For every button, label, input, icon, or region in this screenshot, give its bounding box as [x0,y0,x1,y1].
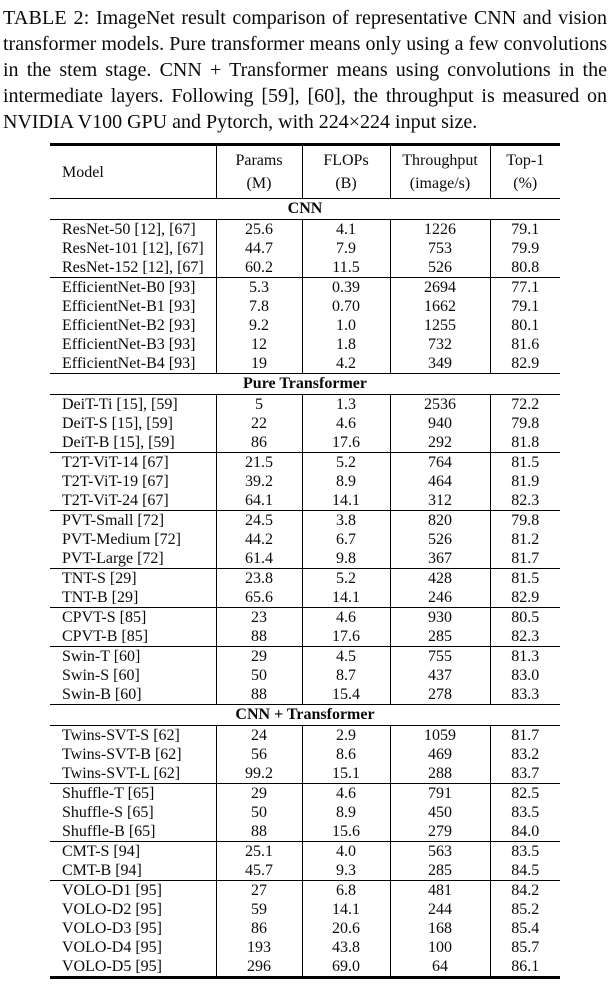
model-cell: CPVT-S [85] [50,608,216,628]
table-row [50,453,560,473]
table-row [50,685,560,705]
table-row [50,588,560,608]
flops-cell: 1.0 [302,316,390,335]
flops-cell: 17.6 [302,433,390,453]
model-cell: CPVT-B [85] [62,628,149,645]
top1-cell: 82.3 [490,627,560,647]
top1-cell: 84.5 [490,861,560,881]
table-row [50,842,560,862]
top1-cell: 85.7 [490,938,560,957]
model-cell: ResNet-101 [12], [67] [62,240,204,257]
table-row [50,316,560,335]
model-cell: T2T-ViT-14 [67] [50,453,216,473]
flops-cell: 6.7 [302,530,390,549]
params-cell: 193 [216,938,302,957]
top1-cell: 82.9 [490,354,560,374]
flops-cell: 5.2 [302,453,390,473]
throughput-cell: 278 [390,685,490,705]
table-row [50,395,560,415]
params-cell: 25.1 [216,842,302,862]
params-cell: 21.5 [216,453,302,473]
model-cell: ResNet-50 [12], [67] [50,220,216,240]
table-row [50,822,560,842]
model-cell: DeiT-Ti [15], [59] [50,395,216,415]
table-row [50,726,560,746]
table-row [50,239,560,258]
params-cell: 65.6 [216,588,302,608]
flops-cell: 6.8 [302,881,390,901]
table-row [50,861,560,881]
flops-cell: 17.6 [302,627,390,647]
flops-cell: 43.8 [302,938,390,957]
params-cell: 29 [216,784,302,804]
model-cell: PVT-Medium [72] [62,531,181,548]
top1-cell: 79.1 [490,297,560,316]
flops-cell: 14.1 [302,491,390,511]
params-cell: 44.2 [216,530,302,549]
section-header-row [50,374,560,395]
throughput-cell: 292 [390,433,490,453]
top1-cell: 83.3 [490,685,560,705]
params-cell: 5 [216,395,302,415]
section-title: CNN + Transformer [235,706,375,723]
model-cell: PVT-Small [72] [50,511,216,531]
top1-cell: 82.5 [490,784,560,804]
params-cell: 64.1 [216,491,302,511]
top1-cell: 79.8 [490,414,560,433]
throughput-cell: 2694 [390,278,490,298]
top1-cell: 84.0 [490,822,560,842]
model-cell: Shuffle-S [65] [62,804,154,821]
flops-cell: 5.2 [302,569,390,589]
params-cell: 25.6 [216,220,302,240]
model-cell: Twins-SVT-L [62] [62,765,181,782]
params-cell: 59 [216,900,302,919]
params-cell: 7.8 [216,297,302,316]
params-cell: 24.5 [216,511,302,531]
throughput-cell: 285 [390,861,490,881]
flops-cell: 11.5 [302,258,390,278]
col-header-flops [302,145,390,199]
flops-cell: 4.1 [302,220,390,240]
model-cell: EfficientNet-B2 [93] [62,317,196,334]
model-cell: VOLO-D5 [95] [62,958,162,975]
throughput-cell: 1255 [390,316,490,335]
top1-cell: 81.3 [490,647,560,667]
top1-cell: 86.1 [490,957,560,978]
col-header-params [216,145,302,199]
params-cell: 56 [216,745,302,764]
top1-cell: 81.8 [490,433,560,453]
table-row [50,957,560,978]
results-table [50,143,560,979]
table-row [50,666,560,685]
model-cell: EfficientNet-B0 [93] [50,278,216,298]
top1-cell: 85.4 [490,919,560,938]
throughput-cell: 437 [390,666,490,685]
throughput-cell: 244 [390,900,490,919]
model-cell: VOLO-D1 [95] [50,881,216,901]
params-cell: 61.4 [216,549,302,569]
col-header-params-line1: Params [235,152,283,169]
top1-cell: 82.3 [490,491,560,511]
throughput-cell: 930 [390,608,490,628]
params-cell: 12 [216,335,302,354]
model-cell: Twins-SVT-B [62] [62,746,182,763]
top1-cell: 81.5 [490,453,560,473]
model-cell: Shuffle-B [65] [62,823,156,840]
model-cell: CMT-S [94] [50,842,216,862]
top1-cell: 83.2 [490,745,560,764]
throughput-cell: 820 [390,511,490,531]
throughput-cell: 755 [390,647,490,667]
table-row [50,472,560,491]
col-header-flops-line1: FLOPs [323,152,369,169]
col-header-top1-line1: Top-1 [506,152,545,169]
flops-cell: 15.6 [302,822,390,842]
throughput-cell: 450 [390,803,490,822]
table-row [50,297,560,316]
throughput-cell: 246 [390,588,490,608]
model-cell: Twins-SVT-S [62] [50,726,216,746]
params-cell: 86 [216,919,302,938]
table-row [50,919,560,938]
col-header-flops-line2: (B) [335,175,357,192]
model-cell: EfficientNet-B4 [93] [62,355,196,372]
throughput-cell: 2536 [390,395,490,415]
flops-cell: 15.4 [302,685,390,705]
top1-cell: 80.8 [490,258,560,278]
flops-cell: 1.8 [302,335,390,354]
throughput-cell: 526 [390,530,490,549]
table-caption-text: ImageNet result comparison of representative CNN and vision transformer models. Pure transformer means only using a few convolutions in the stem stage. CNN + Transformer means using convolutions in the intermediate layers. Following [59], [60], the throughput is measured on NVIDIA V100 GPU and Pytorch, with 224×224 input size. [3,7,607,133]
table-caption [0,0,610,135]
params-cell: 19 [216,354,302,374]
throughput-cell: 349 [390,354,490,374]
throughput-cell: 526 [390,258,490,278]
model-cell: T2T-ViT-24 [67] [62,492,169,509]
model-cell: DeiT-B [15], [59] [62,434,175,451]
top1-cell: 77.1 [490,278,560,298]
params-cell: 29 [216,647,302,667]
flops-cell: 0.70 [302,297,390,316]
flops-cell: 14.1 [302,900,390,919]
table-row [50,803,560,822]
top1-cell: 83.5 [490,842,560,862]
throughput-cell: 481 [390,881,490,901]
params-cell: 45.7 [216,861,302,881]
model-cell: PVT-Large [72] [62,550,164,567]
flops-cell: 9.8 [302,549,390,569]
throughput-cell: 563 [390,842,490,862]
params-cell: 99.2 [216,764,302,784]
throughput-cell: 469 [390,745,490,764]
top1-cell: 81.9 [490,472,560,491]
throughput-cell: 367 [390,549,490,569]
throughput-cell: 764 [390,453,490,473]
top1-cell: 79.8 [490,511,560,531]
params-cell: 44.7 [216,239,302,258]
flops-cell: 8.9 [302,803,390,822]
section-title: CNN [287,200,323,217]
throughput-cell: 1059 [390,726,490,746]
model-cell: Shuffle-T [65] [50,784,216,804]
col-header-model-label: Model [62,163,104,181]
model-cell: ResNet-152 [12], [67] [62,259,204,276]
flops-cell: 4.2 [302,354,390,374]
flops-cell: 1.3 [302,395,390,415]
col-header-throughput-line2: (image/s) [409,175,471,192]
flops-cell: 4.6 [302,414,390,433]
flops-cell: 69.0 [302,957,390,978]
table-row [50,764,560,784]
top1-cell: 81.7 [490,549,560,569]
top1-cell: 83.5 [490,803,560,822]
table-row [50,938,560,957]
throughput-cell: 100 [390,938,490,957]
top1-cell: 79.1 [490,220,560,240]
params-cell: 296 [216,957,302,978]
model-cell: EfficientNet-B1 [93] [62,298,196,315]
section-title: Pure Transformer [243,375,367,392]
table-caption-label: TABLE 2: [3,7,90,29]
table-row [50,900,560,919]
table-row [50,608,560,628]
throughput-cell: 753 [390,239,490,258]
model-cell: TNT-B [29] [62,589,139,606]
col-header-throughput [390,145,490,199]
flops-cell: 4.5 [302,647,390,667]
col-header-top1 [490,145,560,199]
model-cell: Swin-B [60] [62,686,142,703]
table-row [50,549,560,569]
flops-cell: 8.9 [302,472,390,491]
model-cell: CMT-B [94] [62,862,142,879]
flops-cell: 15.1 [302,764,390,784]
top1-cell: 82.9 [490,588,560,608]
table-row [50,511,560,531]
params-cell: 22 [216,414,302,433]
throughput-cell: 791 [390,784,490,804]
model-cell: Swin-T [60] [50,647,216,667]
params-cell: 88 [216,627,302,647]
throughput-cell: 288 [390,764,490,784]
flops-cell: 2.9 [302,726,390,746]
header-row [50,145,560,199]
table-row [50,433,560,453]
top1-cell: 81.2 [490,530,560,549]
table-row [50,745,560,764]
model-cell: VOLO-D4 [95] [62,939,162,956]
table-row [50,335,560,354]
top1-cell: 84.2 [490,881,560,901]
flops-cell: 4.6 [302,784,390,804]
throughput-cell: 1662 [390,297,490,316]
top1-cell: 79.9 [490,239,560,258]
table-row [50,627,560,647]
col-header-model [50,145,216,199]
model-cell: EfficientNet-B3 [93] [62,336,196,353]
model-cell: DeiT-S [15], [59] [62,415,173,432]
flops-cell: 7.9 [302,239,390,258]
top1-cell: 83.7 [490,764,560,784]
top1-cell: 81.7 [490,726,560,746]
table-row [50,414,560,433]
throughput-cell: 312 [390,491,490,511]
params-cell: 50 [216,666,302,685]
section-header-row [50,705,560,726]
top1-cell: 80.1 [490,316,560,335]
model-cell: VOLO-D2 [95] [62,901,162,918]
throughput-cell: 464 [390,472,490,491]
params-cell: 88 [216,685,302,705]
params-cell: 9.2 [216,316,302,335]
model-cell: Swin-S [60] [62,667,140,684]
params-cell: 39.2 [216,472,302,491]
params-cell: 86 [216,433,302,453]
top1-cell: 72.2 [490,395,560,415]
flops-cell: 4.6 [302,608,390,628]
col-header-top1-line2: (%) [513,175,538,192]
flops-cell: 4.0 [302,842,390,862]
section-header-row [50,199,560,220]
table-row [50,354,560,374]
top1-cell: 81.6 [490,335,560,354]
params-cell: 5.3 [216,278,302,298]
params-cell: 23.8 [216,569,302,589]
table-row [50,258,560,278]
throughput-cell: 428 [390,569,490,589]
throughput-cell: 279 [390,822,490,842]
model-cell: T2T-ViT-19 [67] [62,473,169,490]
col-header-throughput-line1: Throughput [402,152,478,169]
top1-cell: 80.5 [490,608,560,628]
table-row [50,881,560,901]
flops-cell: 20.6 [302,919,390,938]
params-cell: 27 [216,881,302,901]
flops-cell: 14.1 [302,588,390,608]
params-cell: 60.2 [216,258,302,278]
table-row [50,784,560,804]
table-row [50,491,560,511]
flops-cell: 9.3 [302,861,390,881]
params-cell: 23 [216,608,302,628]
flops-cell: 3.8 [302,511,390,531]
throughput-cell: 168 [390,919,490,938]
flops-cell: 8.6 [302,745,390,764]
top1-cell: 81.5 [490,569,560,589]
throughput-cell: 732 [390,335,490,354]
params-cell: 24 [216,726,302,746]
throughput-cell: 64 [390,957,490,978]
table-row [50,220,560,240]
top1-cell: 83.0 [490,666,560,685]
table-row [50,530,560,549]
model-cell: VOLO-D3 [95] [62,920,162,937]
table-row [50,278,560,298]
table-row [50,647,560,667]
col-header-params-line2: (M) [246,175,272,192]
params-cell: 50 [216,803,302,822]
params-cell: 88 [216,822,302,842]
throughput-cell: 940 [390,414,490,433]
flops-cell: 0.39 [302,278,390,298]
top1-cell: 85.2 [490,900,560,919]
throughput-cell: 1226 [390,220,490,240]
flops-cell: 8.7 [302,666,390,685]
throughput-cell: 285 [390,627,490,647]
model-cell: TNT-S [29] [50,569,216,589]
table-row [50,569,560,589]
